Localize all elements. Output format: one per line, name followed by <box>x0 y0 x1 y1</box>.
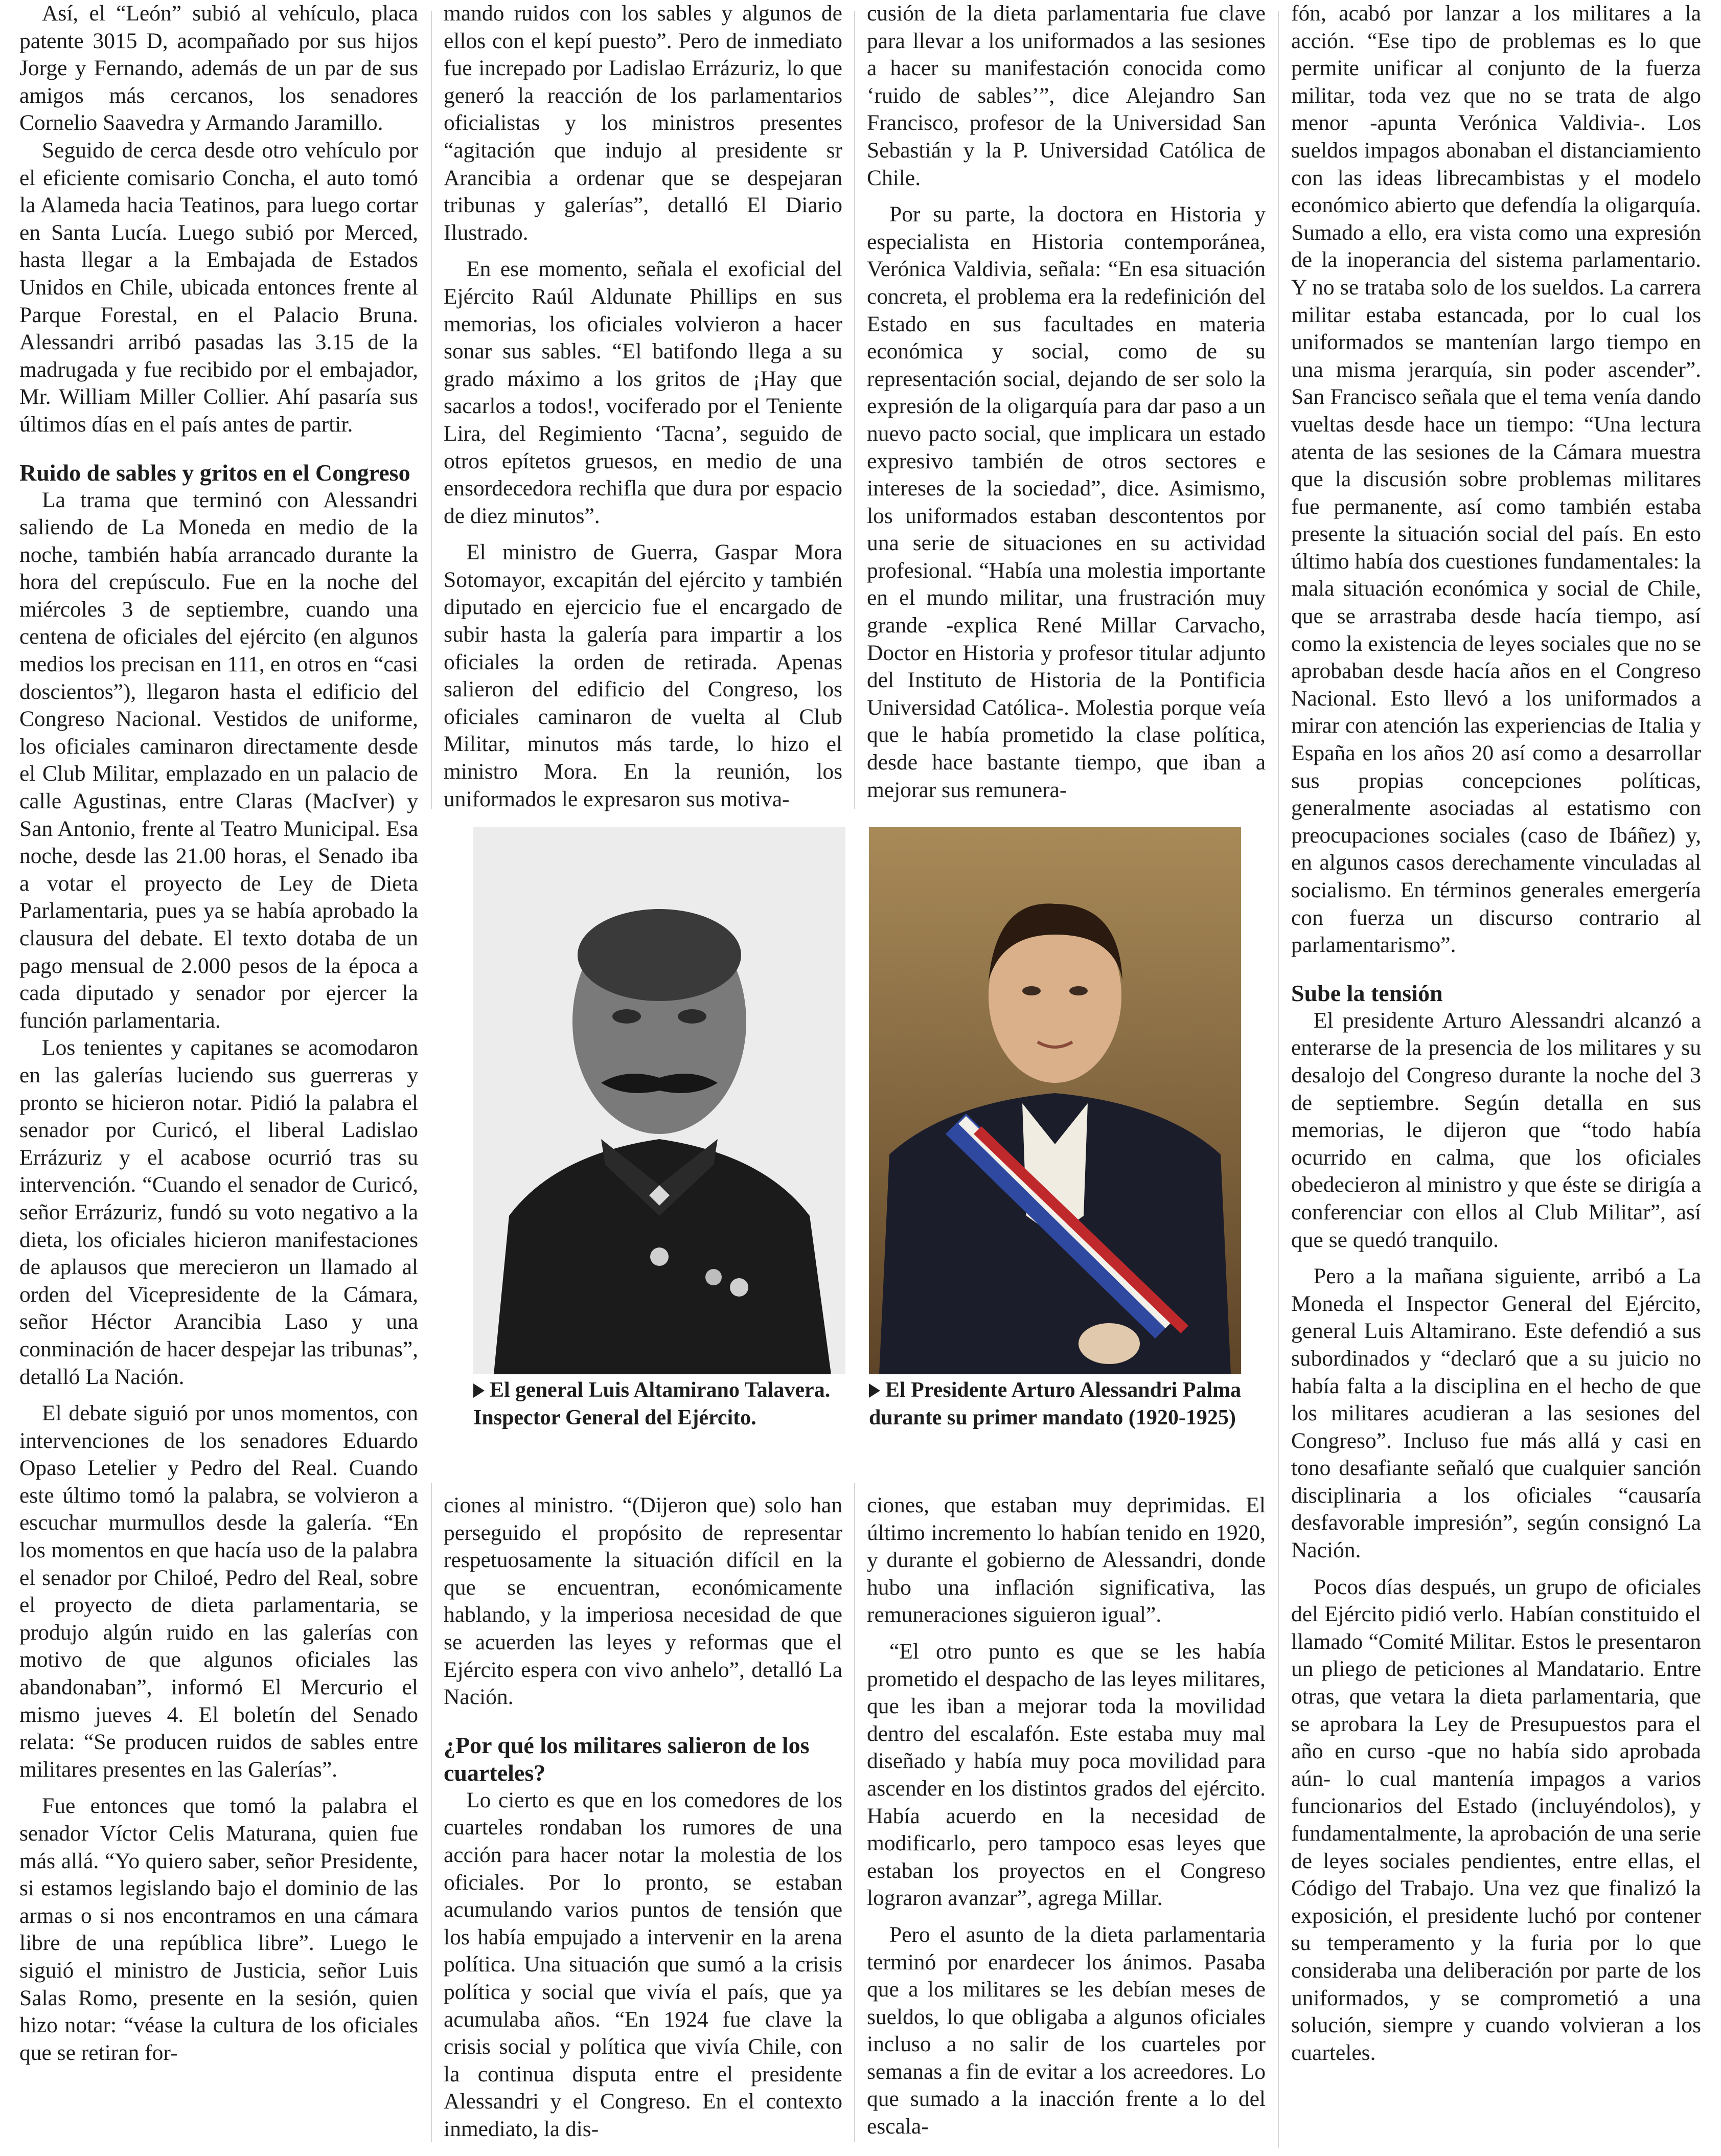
paragraph: En ese momento, señala el exoficial del Ejército Raúl Aldunate Phillips en sus memorias, los oficiales volvieron a hacer sonar sus sables. “El batifondo llega a su grado máximo a los gritos de ¡Hay que sacarlos a todos!, vociferado por el Teniente Lira, del Regimiento ‘Tacna’, seguido de otros epítetos gruesos, en medio de una ensordecedora rechifla que dura por espacio de diez minutos”. <box>444 257 842 528</box>
article-column-2-bottom <box>444 1492 842 2143</box>
section-heading: Ruido de sables y gritos en el Congreso <box>19 459 410 486</box>
paragraph: ciones, que estaban muy deprimidas. El último incremento lo habían tenido en 1920, y durante el gobierno de Alessandri, donde hubo una inflación significativa, las remuneraciones siguieron igual”. <box>867 1493 1266 1627</box>
section-heading: ¿Por qué los militares salieron de los cuarteles? <box>444 1732 810 1786</box>
caption-text: El general Luis Altamirano Talavera. Inspector General del Ejército. <box>473 1378 831 1429</box>
paragraph: Pero el asunto de la dieta parlamentaria terminó por enardecer los ánimos. Pasaba que a los militares se les debían meses de sueldos, lo que obligaba a algunos oficiales incluso a no salir de los cuarteles por semanas a fin de evitar a los acreedores. Lo que sumado a la inacción frente a lo del escala- <box>867 1922 1266 2139</box>
portrait-illustration <box>473 827 845 1374</box>
caption-text: El Presidente Arturo Alessandri Palma durante su primer mandato (1920-1925) <box>869 1378 1242 1429</box>
column-rule <box>431 1483 432 2142</box>
paragraph: cusión de la dieta parlamentaria fue clave para llevar a los uniformados a las sesiones a hacer su manifestación conocida como ‘ruido de sables’”, dice Alejandro San Francisco, profesor de la Universidad San Sebastián y la P. Universidad Católica de Chile. <box>867 1 1266 190</box>
column-rule <box>854 11 855 809</box>
article-column-4 <box>1291 0 1701 2067</box>
paragraph: Fue entonces que tomó la palabra el senador Víctor Celis Maturana, quien fue más allá. “Yo quiero saber, señor Presidente, si estamos legislando bajo el dominio de las armas o si nos encontramos en una cámara libre de una república libre”. Luego le siguió el ministro de Justicia, señor Luis Salas Romo, presente en la sesión, quien hizo notar: “véase la cultura de los oficiales que se retiran for- <box>19 1794 418 2065</box>
photo-caption <box>869 1376 1247 1432</box>
article-column-1 <box>19 0 418 2067</box>
article-column-2-top <box>444 0 842 813</box>
paragraph: ciones al ministro. “(Dijeron que) solo han perseguido el propósito de representar respetuosamente la situación difícil en la que se encuentran, económicamente hablando, y la imperiosa necesidad de que se acuerden las leyes y reformas que el Ejército espera con vivo anhelo”, detalló La Nación. <box>444 1493 842 1710</box>
paragraph: El presidente Arturo Alessandri alcanzó a enterarse de la presencia de los militares y su desalojo del Congreso durante la noche del 3 de septiembre. Según detalla en sus memorias, le dijeron que “todo había ocurrido en calma, que los oficiales obedecieron al ministro y que éste se dirigía a conferenciar con ellos al Club Militar”, así que se quedó tranquilo. <box>1291 1008 1701 1252</box>
photo-caption <box>473 1376 852 1432</box>
portrait-illustration <box>869 827 1241 1374</box>
paragraph: Seguido de cerca desde otro vehículo por el eficiente comisario Concha, el auto tomó la Alameda hacia Teatinos, para luego cortar en Santa Lucía. Luego subió por Merced, hasta llegar a la Embajada de Estados Unidos en Chile, ubicada entonces frente al Parque Forestal, en el Palacio Bruna. Alessandri arribó pasadas las 3.15 de la madrugada y fue recibido por el embajador, Mr. William Miller Collier. Ahí pasaría sus últimos días en el país antes de partir. <box>19 138 418 437</box>
paragraph: Los tenientes y capitanes se acomodaron en las galerías luciendo sus guerreras y pronto se hicieron notar. Pidió la palabra el senador por Curicó, el liberal Ladislao Errázuriz y el acabose ocurrió tras su intervención. “Cuando el senador de Curicó, señor Errázuriz, fundó su voto negativo a la dieta, los oficiales hicieron manifestaciones de aplausos que merecieron un llamado al orden del Vicepresidente de la Cámara, señor Héctor Arancibia Laso y una conminación de hacer despejar las tribunas”, detalló La Nación. <box>19 1035 418 1389</box>
paragraph: El debate siguió por unos momentos, con intervenciones de los senadores Eduardo Opaso Letelier y Pedro del Real. Cuando este último tomó la palabra, se volvieron a escuchar murmullos desde la galería. “En los momentos en que hacía uso de la palabra el senador por Chiloé, Pedro del Real, sobre el proyecto de dieta parlamentaria, se produjo algún ruido en las galerías con motivo de que algunos oficiales las abandonaban”, informó El Mercurio el mismo jueves 4. El boletín del Senado relata: “Se producen ruidos de sables entre militares presentes en las Galerías”. <box>19 1401 418 1782</box>
paragraph: Pocos días después, un grupo de oficiales del Ejército pidió verlo. Habían constituido el llamado “Comité Militar. Estos le presentaron un pliego de peticiones al Mandatario. Entre otras, que vetara la dieta parlamentaria, que se aprobara la Ley de Presupuestos para el año en curso -que no había sido aprobada aún- lo cual mantenía impagos a varios funcionarios del Estado (incluyéndolos), y fundamentalmente, la aprobación de una serie de leyes sociales pendientes, entre ellas, el Código del Trabajo. Una vez que finalizó la exposición, el presidente luchó por contener su temperamento y la furia por lo que consideraba una deliberación por parte de los uniformados, y se comprometió a una solución, siempre y cuando volvieran a los cuarteles. <box>1291 1574 1701 2065</box>
column-rule <box>431 11 432 809</box>
caption-arrow-icon <box>473 1383 485 1398</box>
column-rule <box>854 1483 855 2142</box>
photo-general-altamirano <box>473 827 845 1374</box>
paragraph: “El otro punto es que se les había prometido el despacho de las leyes militares, que les iban a mejorar toda la movilidad dentro del escalafón. Este estaba muy mal diseñado y había muy poca movilidad para ascender en los distintos grados del ejército. Había acuerdo en la necesidad de modificarlo, pero tampoco esas leyes que estaban los proyectos en el Congreso lograron avanzar”, agrega Millar. <box>867 1639 1266 1911</box>
paragraph: fón, acabó por lanzar a los militares a la acción. “Ese tipo de problemas es lo que permite unificar al conjunto de la fuerza militar, toda vez que no se trata de algo menor -apunta Verónica Valdivia-. Los sueldos impagos abonaban el distanciamiento con las ideas librecambistas y el modelo económico abierto que defendía la oligarquía. Sumado a ello, era vista como una expresión de la inoperancia del sistema parlamentario. Y no se trataba solo de los sueldos. La carrera militar estaba estancada, por lo cual los uniformados se mantenían largo tiempo en una misma jerarquía, sin poder ascender”. San Francisco señala que el tema venía dando vueltas desde hace un tiempo: “Una lectura atenta de las sesiones de la Cámara muestra que la discusión sobre problemas militares fue permanente, así como también estaba presente la situación social del país. En esto último había dos cuestiones fundamentales: la mala situación económica y social de Chile, que se arrastraba desde hacía tiempo, así como la existencia de leyes sociales que no se aprobaban desde hacía años en el Congreso Nacional. Esto llevó a los uniformados a mirar con atención las experiencias de Italia y España en los años 20 así como a desarrollar sus propias concepciones políticas, generalmente asociadas al estatismo con preocupaciones sociales (caso de Ibáñez) y, en algunos casos derechamente vinculadas al socialismo. En términos generales emergería con fuerza un discurso contrario al parlamentarismo”. <box>1291 1 1701 958</box>
paragraph: Por su parte, la doctora en Historia y especialista en Historia contemporánea, Verónica Valdivia, señala: “En esa situación concreta, el problema era la redefinición del Estado en sus facultades en materia económica y social, como de su representación social, dejando de ser solo la expresión de la oligarquía para dar paso a un nuevo pacto social, que implicara un estado expresivo también de otros sectores e intereses de la sociedad”, dice. Asimismo, los uniformados estaban descontentos por una serie de situaciones en su actividad profesional. “Había una molestia importante en el mundo militar, una frustración muy grande -explica René Millar Carvacho, Doctor en Historia y profesor titular adjunto del Instituto de Historia de la Pontificia Universidad Católica-. Molestia porque veía que le había prometido la clase política, desde hace bastante tiempo, que iban a mejorar sus remunera- <box>867 202 1266 802</box>
article-column-3-top <box>867 0 1266 804</box>
article-column-3-bottom <box>867 1492 1266 2141</box>
column-rule <box>1278 11 1279 2148</box>
paragraph: Lo cierto es que en los comedores de los cuarteles rondaban los rumores de una acción para hacer notar la molestia de los oficiales. Por lo pronto, se estaban acumulando varios puntos de tensión que los había empujado a intervenir en la arena política. Una situación que sumó a la crisis política y social que vivía el país, que ya acumulaba años. “En 1924 fue clave la crisis social y política que vivía Chile, con la continua disputa entre el presidente Alessandri y el Congreso. En el contexto inmediato, la dis- <box>444 1787 842 2141</box>
paragraph: mando ruidos con los sables y algunos de ellos con el kepí puesto”. Pero de inmediato fue increpado por Ladislao Errázuriz, lo que generó la reacción de los parlamentarios oficialistas y los ministros presentes “agitación que indujo al presidente sr Arancibia a ordenar que se despejaran tribunas y galerías”, detalló El Diario Ilustrado. <box>444 1 842 245</box>
paragraph: El ministro de Guerra, Gaspar Mora Sotomayor, excapitán del ejército y también diputado en ejercicio fue el encargado de subir hasta la galería para impartir a los oficiales la orden de retirada. Apenas salieron del edificio del Congreso, los oficiales caminaron de vuelta al Club Militar, minutos más tarde, lo hizo el ministro Mora. En la reunión, los uniformados le expresaron sus motiva- <box>444 540 842 811</box>
paragraph: La trama que terminó con Alessandri saliendo de La Moneda en medio de la noche, también había arrancado durante la hora del crepúsculo. Fue en la noche del miércoles 3 de septiembre, cuando una centena de oficiales del ejército (en algunos medios los precisan en 111, en otros en “casi doscientos”), llegaron hasta el edificio del Congreso Nacional. Vestidos de uniforme, los oficiales caminaron directamente desde el Club Militar, emplazado en un palacio de calle Agustinas, entre Claras (MacIver) y San Antonio, frente al Teatro Municipal. Esa noche, desde las 21.00 horas, el Senado iba a votar el proyecto de Ley de Dieta Parlamentaria, pues ya se había aprobado la clausura del debate. El texto dotaba de un pago mensual de 2.000 pesos de la época a cada diputado y senador por ejercer la función parlamentaria. <box>19 487 418 1033</box>
paragraph: Así, el “León” subió al vehículo, placa patente 3015 D, acompañado por sus hijos Jorge y Fernando, además de un par de sus amigos más cercanos, los senadores Cornelio Saavedra y Armando Jaramillo. <box>19 1 418 135</box>
photo-president-alessandri <box>869 827 1241 1374</box>
caption-arrow-icon <box>869 1383 880 1398</box>
section-heading: Sube la tensión <box>1291 980 1443 1006</box>
paragraph: Pero a la mañana siguiente, arribó a La Moneda el Inspector General del Ejército, general Luis Altamirano. Este defendió a sus subordinados y “declaró que a su juicio no había falta a la disciplina en el hecho de que los militares acudieran a las sesiones del Congreso”. Incluso fue más allá y casi en tono desafiante señaló que cualquier sanción disciplinaria a los oficiales “causaría desfavorable impresión”, según consignó La Nación. <box>1291 1264 1701 1563</box>
